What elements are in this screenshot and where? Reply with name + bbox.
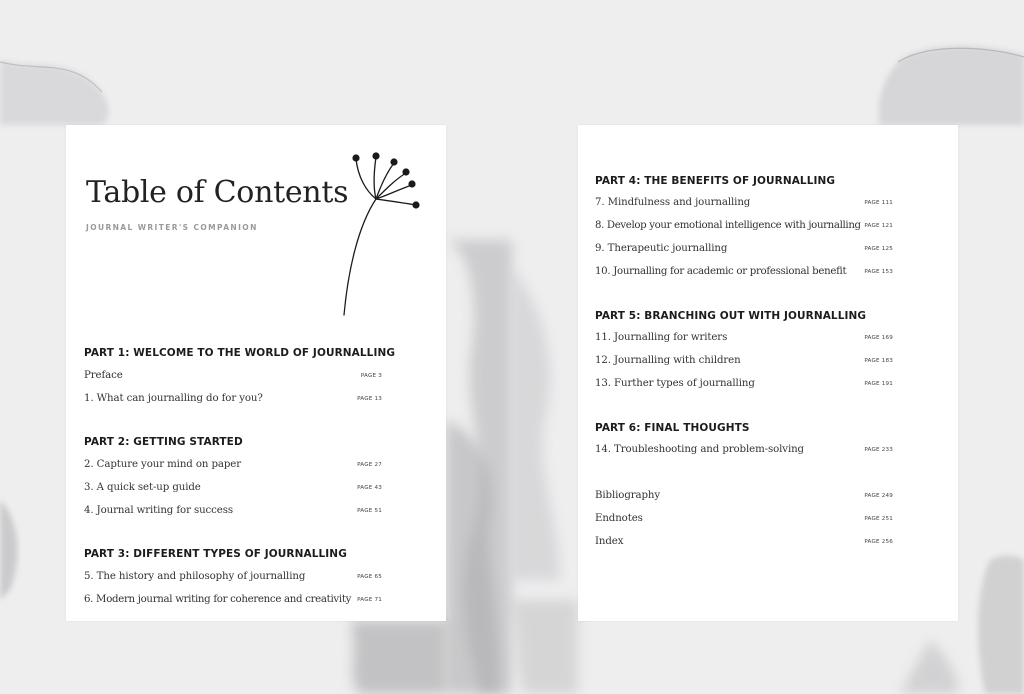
toc-entry[interactable] bbox=[84, 459, 382, 475]
toc-entry-title: 2. Capture your mind on paper bbox=[84, 459, 241, 470]
part-heading: PART 1: WELCOME TO THE WORLD OF JOURNALLING bbox=[84, 347, 396, 359]
toc-entry-title: 8. Develop your emotional intelligence with journalling bbox=[595, 220, 861, 231]
toc-page-right bbox=[578, 125, 958, 621]
page-title: Table of Contents bbox=[86, 175, 349, 210]
toc-entry-page: PAGE 153 bbox=[864, 269, 893, 275]
part-heading: PART 6: FINAL THOUGHTS bbox=[595, 422, 750, 434]
toc-entry-page: PAGE 51 bbox=[357, 508, 382, 514]
toc-entry[interactable] bbox=[84, 393, 382, 409]
toc-entry[interactable] bbox=[595, 355, 893, 371]
toc-entry-title: 11. Journalling for writers bbox=[595, 332, 728, 343]
page-subtitle: JOURNAL WRITER'S COMPANION bbox=[86, 223, 258, 232]
toc-entry-page: PAGE 65 bbox=[357, 574, 382, 580]
toc-entry-title: 12. Journalling with children bbox=[595, 355, 741, 366]
toc-entry-title: 5. The history and philosophy of journalling bbox=[84, 571, 306, 582]
back-matter-title: Index bbox=[595, 536, 624, 547]
dandelion-flower-icon bbox=[336, 151, 420, 317]
toc-entry[interactable] bbox=[595, 220, 893, 236]
toc-entry[interactable] bbox=[84, 594, 382, 610]
toc-entry-title: 10. Journalling for academic or professional benefit bbox=[595, 266, 847, 277]
toc-entry[interactable] bbox=[595, 332, 893, 348]
toc-entry-title: Preface bbox=[84, 370, 123, 381]
toc-entry-page: PAGE 121 bbox=[864, 223, 893, 229]
toc-entry-page: PAGE 27 bbox=[357, 462, 382, 468]
toc-entry-page: PAGE 125 bbox=[864, 246, 893, 252]
toc-entry-title: 7. Mindfulness and journalling bbox=[595, 197, 751, 208]
toc-entry-page: PAGE 169 bbox=[864, 335, 893, 341]
toc-entry-page: PAGE 111 bbox=[864, 200, 893, 206]
toc-entry[interactable] bbox=[595, 378, 893, 394]
toc-entry[interactable] bbox=[84, 571, 382, 587]
toc-entry[interactable] bbox=[84, 482, 382, 498]
back-matter-entry[interactable] bbox=[595, 490, 893, 506]
back-matter-page: PAGE 251 bbox=[864, 516, 893, 522]
toc-entry-title: 13. Further types of journalling bbox=[595, 378, 755, 389]
toc-entry-title: 6. Modern journal writing for coherence and creativity bbox=[84, 594, 352, 605]
toc-entry[interactable] bbox=[84, 505, 382, 521]
toc-page-left bbox=[66, 125, 446, 621]
toc-entry[interactable] bbox=[595, 444, 893, 460]
toc-entry-page: PAGE 183 bbox=[864, 358, 893, 364]
toc-entry-page: PAGE 233 bbox=[864, 447, 893, 453]
part-heading: PART 4: THE BENEFITS OF JOURNALLING bbox=[595, 175, 836, 187]
toc-entry-page: PAGE 13 bbox=[357, 396, 382, 402]
part-heading: PART 2: GETTING STARTED bbox=[84, 436, 243, 448]
toc-entry-page: PAGE 43 bbox=[357, 485, 382, 491]
toc-entry-title: 1. What can journalling do for you? bbox=[84, 393, 263, 404]
toc-entry[interactable] bbox=[84, 370, 382, 386]
toc-entry-page: PAGE 71 bbox=[357, 597, 382, 603]
back-matter-entry[interactable] bbox=[595, 536, 893, 552]
toc-entry-title: 3. A quick set-up guide bbox=[84, 482, 201, 493]
part-heading: PART 3: DIFFERENT TYPES OF JOURNALLING bbox=[84, 548, 347, 560]
back-matter-title: Endnotes bbox=[595, 513, 643, 524]
toc-entry-title: 14. Troubleshooting and problem-solving bbox=[595, 444, 804, 455]
back-matter-title: Bibliography bbox=[595, 490, 661, 501]
back-matter-entry[interactable] bbox=[595, 513, 893, 529]
toc-entry[interactable] bbox=[595, 197, 893, 213]
toc-entry[interactable] bbox=[595, 243, 893, 259]
part-heading: PART 5: BRANCHING OUT WITH JOURNALLING bbox=[595, 310, 867, 322]
toc-entry-title: 4. Journal writing for success bbox=[84, 505, 233, 516]
toc-entry[interactable] bbox=[595, 266, 893, 282]
toc-entry-title: 9. Therapeutic journalling bbox=[595, 243, 728, 254]
back-matter-page: PAGE 249 bbox=[864, 493, 893, 499]
toc-entry-page: PAGE 191 bbox=[864, 381, 893, 387]
back-matter-page: PAGE 256 bbox=[864, 539, 893, 545]
toc-entry-page: PAGE 3 bbox=[360, 373, 382, 379]
